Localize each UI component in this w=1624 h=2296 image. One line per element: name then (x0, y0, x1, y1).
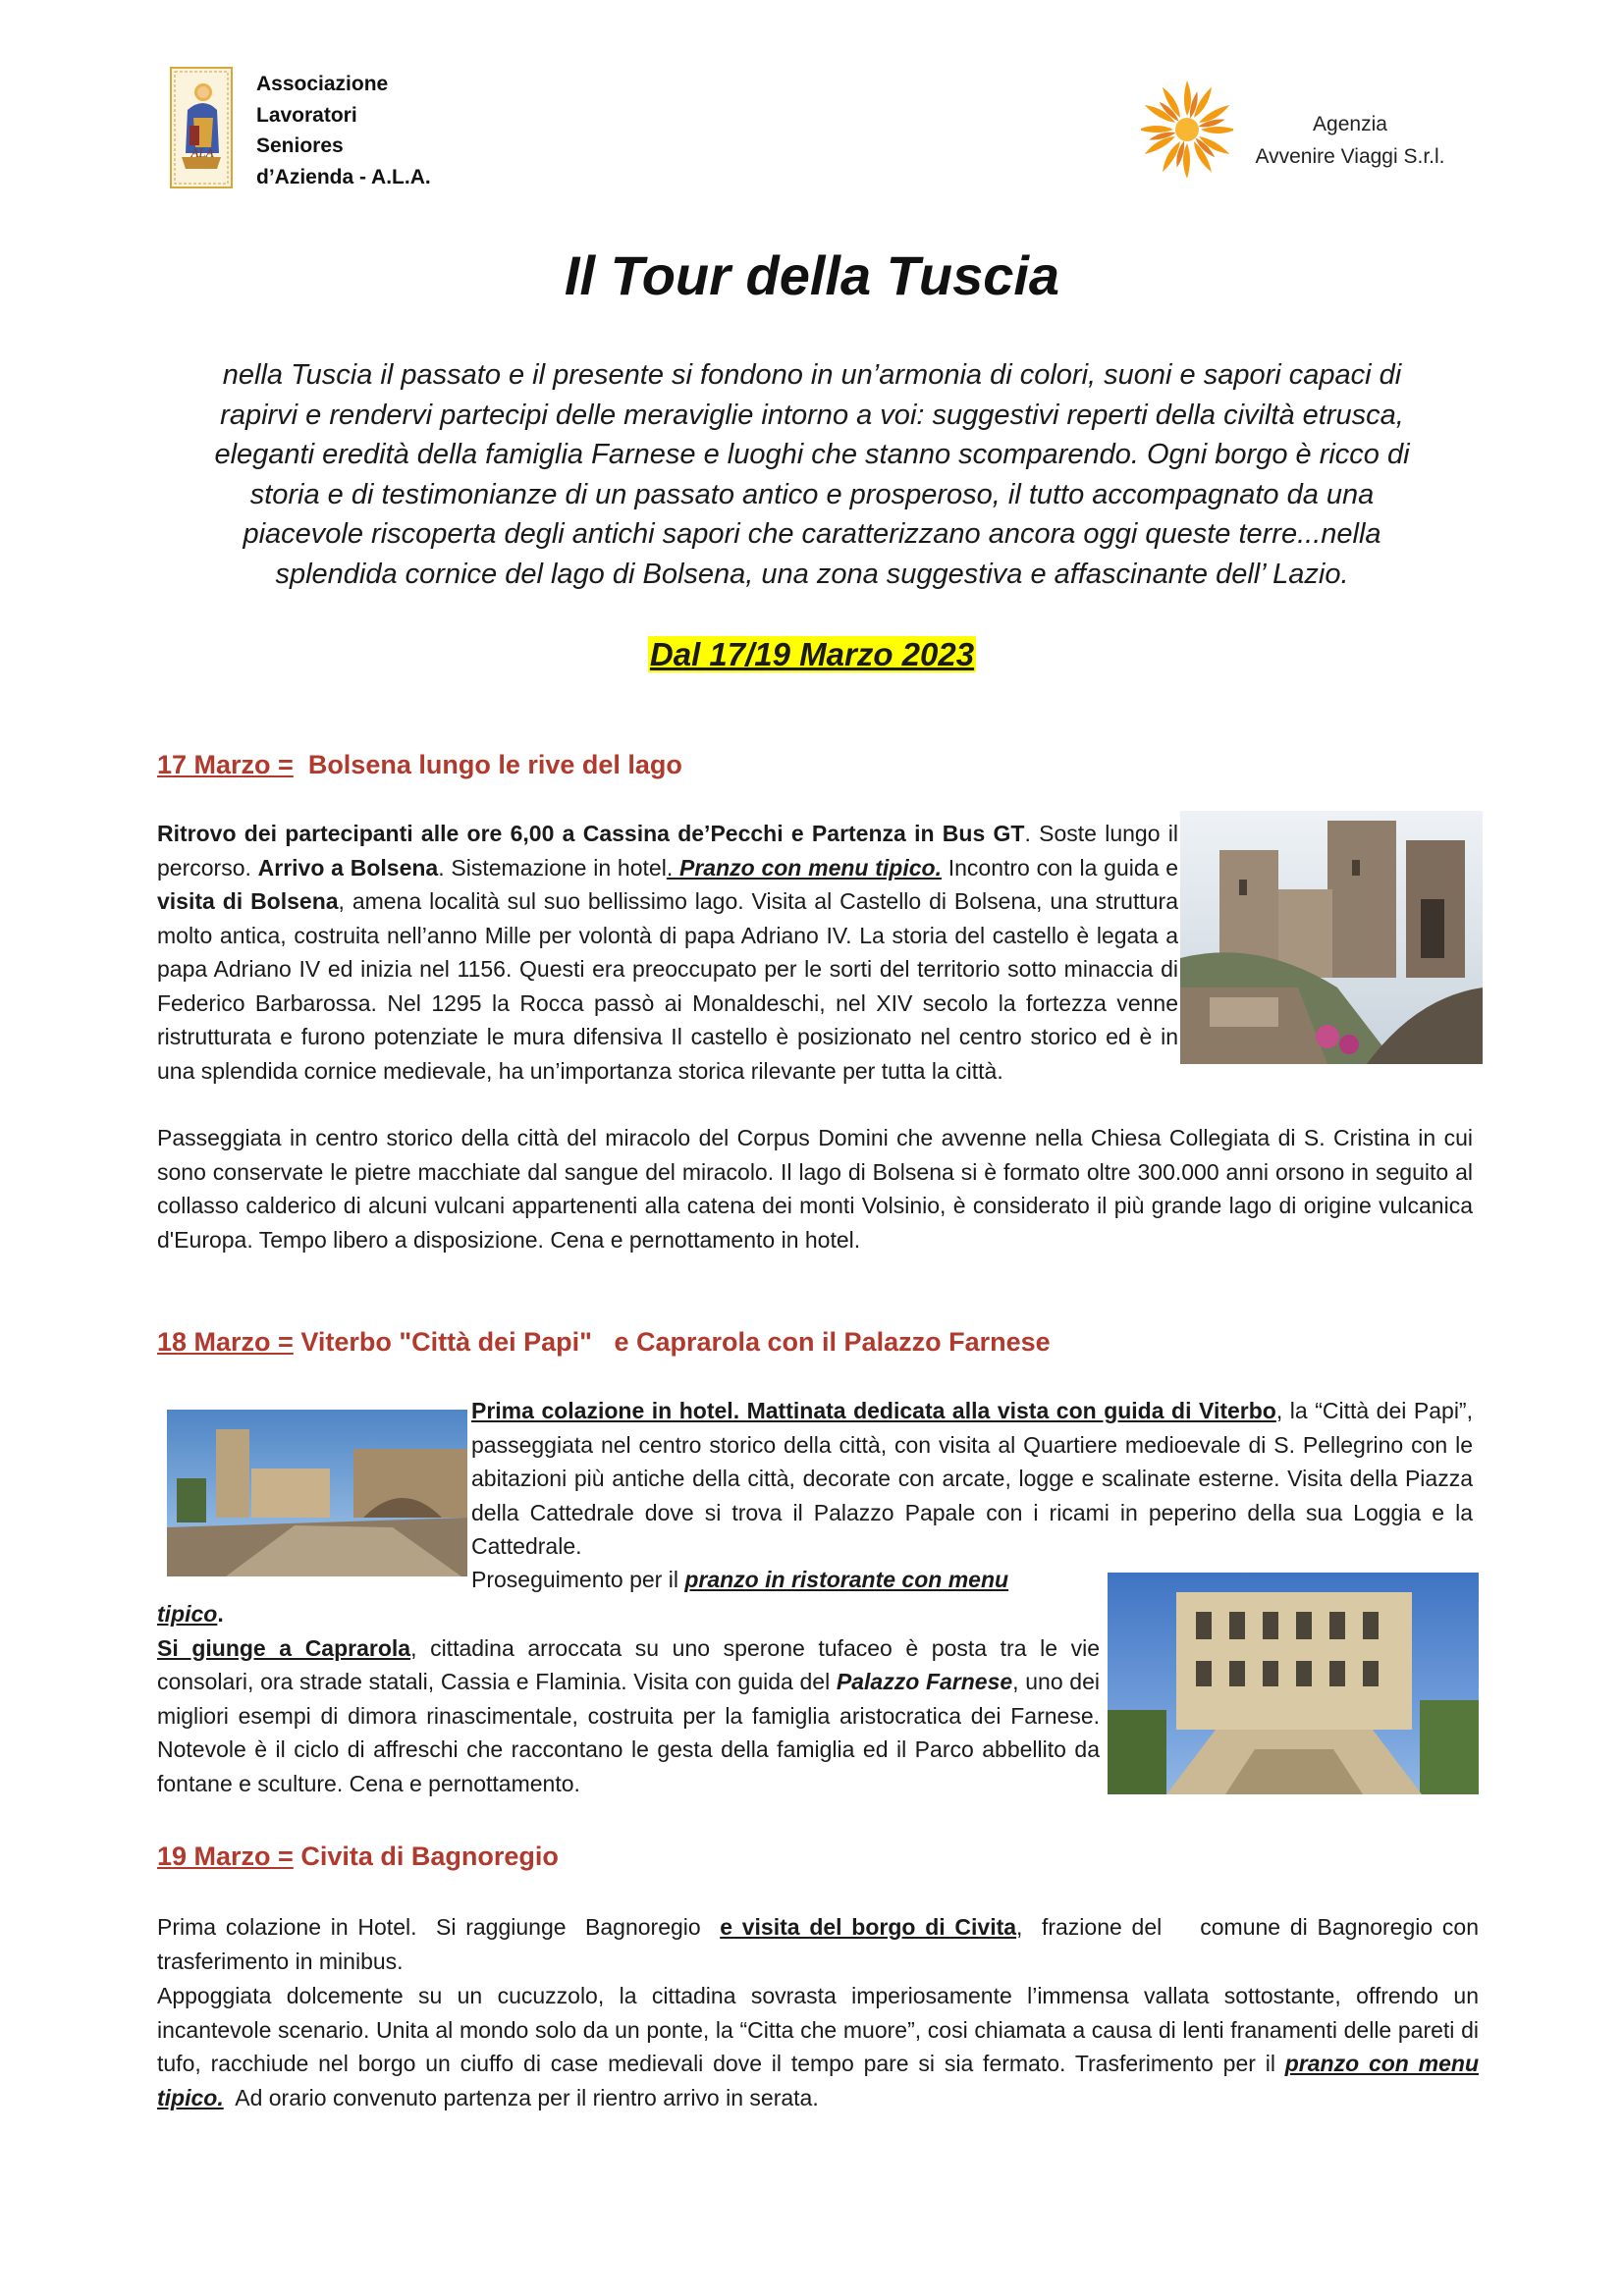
day1-text: , amena località sul suo bellissimo lago. Visita al Castello di Bolsena, una struttura molto antica, costruita nell’anno Mille per volontà di papa Adriano IV. La storia del castello è legata a papa Adriano IV ed inizia nel 1156. Questi era preoccupato per le sorti del territorio sotto minaccia di Federico Barbarossa. Nel 1295 la Rocca passò ai Monaldeschi, nel XIV secolo la fortezza venne ristrutturata e furono potenziate le mura difensiva Il castello è posizionato nel centro storico ed è in una splendida cornice medievale, ha un’importanza storica rilevante per tutta la città. (157, 888, 1178, 1084)
day1-heading (157, 750, 682, 780)
day1-date: 17 Marzo = (157, 750, 294, 779)
day1-paragraph1 (157, 817, 1178, 1088)
day2-paragraph2 (471, 1563, 1100, 1597)
agency-name (1245, 108, 1455, 173)
intro-line: piacevole riscoperta degli antichi sapori che caratterizzano ancora oggi queste terre...nella (243, 518, 1381, 550)
day1-text: Incontro con la guida e (941, 854, 1179, 881)
day2-paragraph3 (157, 1597, 1100, 1800)
intro-line: nella Tuscia il passato e il presente si fondono in un’armonia di colori, suoni e sapori capaci di (222, 359, 1402, 391)
day3-date: 19 Marzo = (157, 1842, 294, 1871)
day3-visit: e visita del borgo di Civita (720, 1914, 1017, 1940)
tour-dates (0, 636, 1624, 673)
day2-heading (157, 1327, 1051, 1358)
day2-title: Viterbo "Città dei Papi" e Caprarola con il Palazzo Farnese (293, 1327, 1051, 1357)
day2-text: . (217, 1601, 224, 1627)
day2-text: , la “Città dei Papi”, passeggiata nel centro storico della città, con visita al Quartiere medioevale di S. Pellegrino con le abitazioni più antiche della città, decorate con arcate, logge e scalinate esterne. Visita della Piazza della Cattedrale dove si trova il Palazzo Papale con i ricami in peperino della sua Loggia e la Cattedrale. (471, 1398, 1473, 1559)
day3-title: Civita di Bagnoregio (293, 1842, 559, 1871)
day2-paragraph1 (471, 1394, 1473, 1564)
association-name-line: Associazione (256, 73, 389, 95)
bolsena-castle-photo (1180, 811, 1483, 1064)
sun-logo (1141, 77, 1233, 183)
day1-arrival: Arrivo a Bolsena (257, 854, 439, 881)
day3-paragraph2 (157, 1979, 1479, 2114)
day1-lunch: Pranzo con menu tipico. (678, 854, 942, 881)
association-name-line: Seniores (256, 134, 344, 157)
day1-paragraph2: Passeggiata in centro storico della città del miracolo del Corpus Domini che avvenne nella Chiesa Collegiata di S. Cristina in cui sono conservate le pietre macchiate dal sangue del miracolo. Il lago di Bolsena si è formato oltre 300.000 anni orsono in seguito al collasso calderico di alcuni vulcani appartenenti alla catena dei monti Volsinio, è considerato il più grande lago di origine vulcanica d'Europa. Tempo libero a disposizione. Cena e pernottamento in hotel. (157, 1125, 1473, 1253)
day2-text: , cittadina arroccata su uno sperone tufaceo è posta tra le vie consolari, ora strade statali, Cassia e Flaminia. Visita con guida del (157, 1634, 1101, 1694)
day2-date: 18 Marzo = (157, 1327, 294, 1357)
intro-line: eleganti eredità della famiglia Farnese e luoghi che stanno scomparendo. Ogni borgo è ricco di (214, 439, 1410, 470)
day1-visit: visita di Bolsena (157, 888, 339, 914)
intro-line: storia e di testimonianze di un passato antico e prosperoso, il tutto accompagnato da una (249, 478, 1375, 510)
page-title: Il Tour della Tuscia (564, 244, 1060, 306)
day2-text: Proseguimento per il (471, 1567, 685, 1592)
day3-text: Ad orario convenuto partenza per il rientro arrivo in serata. (223, 2084, 819, 2110)
intro-text (167, 355, 1457, 594)
day1-text: . Soste lungo il percorso. (157, 821, 1178, 881)
palazzo-farnese-photo (1108, 1573, 1479, 1794)
intro-line: splendida cornice del lago di Bolsena, una zona suggestiva e affascinante dell’ Lazio. (275, 558, 1349, 590)
day3-heading (157, 1842, 559, 1872)
day3-text: Prima colazione in Hotel. Si raggiunge Bagnoregio (157, 1914, 721, 1940)
day1-meeting-point: Ritrovo dei partecipanti alle ore 6,00 a Cassina de’Pecchi e Partenza in Bus GT (157, 821, 1025, 846)
ala-logo (170, 67, 233, 188)
agency-name-line: Avvenire Viaggi S.r.l. (1255, 145, 1445, 168)
day2-lunch: pranzo in ristorante con menu (684, 1567, 1009, 1592)
ala-logo-text: ALA (190, 145, 214, 160)
day2-text: , uno dei migliori esempi di dimora rinascimentale, costruita per la famiglia aristocratica dei Farnese. Notevole è il ciclo di affreschi che raccontano le gesta della famiglia ed il Parco abbellito da fontane e sculture. Cena e pernottamento. (157, 1669, 1100, 1796)
day2-palazzo: Palazzo Farnese (836, 1669, 1013, 1694)
day1-text: . (666, 854, 679, 881)
day1-text: . Sistemazione in hotel (438, 854, 667, 881)
association-name (256, 69, 431, 192)
agency-name-line: Agenzia (1313, 113, 1387, 135)
tour-dates-text: Dal 17/19 Marzo 2023 (649, 636, 975, 672)
day2-caprarola: Si giunge a Caprarola (157, 1634, 411, 1661)
day3-text: , frazione del comune di Bagnoregio con trasferimento in minibus. (157, 1914, 1486, 1974)
day3-lunch: pranzo con menu tipico. (157, 2051, 1479, 2110)
day2-morning: Prima colazione in hotel. Mattinata dedicata alla vista con guida di Viterbo (471, 1398, 1276, 1423)
viterbo-photo (167, 1410, 467, 1576)
day3-text: Appoggiata dolcemente su un cucuzzolo, la cittadina sovrasta imperiosamente l’immensa vallata sottostante, offrendo un incantevole scenario. Unita al mondo solo da un ponte, la “Citta che muore”, cosi chiamata a causa di lenti franamenti delle pareti di tufo, racchiude nel borgo un ciuffo di case medievali dove il tempo pare si sia fermato. Trasferimento per il (157, 1983, 1479, 2076)
association-name-line: d’Azienda - A.L.A. (256, 165, 431, 188)
day1-title: Bolsena lungo le rive del lago (293, 750, 682, 779)
association-name-line: Lavoratori (256, 103, 357, 127)
day2-lunch-end: tipico (157, 1601, 218, 1627)
intro-line: rapirvi e rendervi partecipi delle meraviglie intorno a voi: suggestivi reperti della civiltà etrusca, (220, 399, 1404, 431)
day3-paragraph1 (157, 1910, 1486, 1978)
